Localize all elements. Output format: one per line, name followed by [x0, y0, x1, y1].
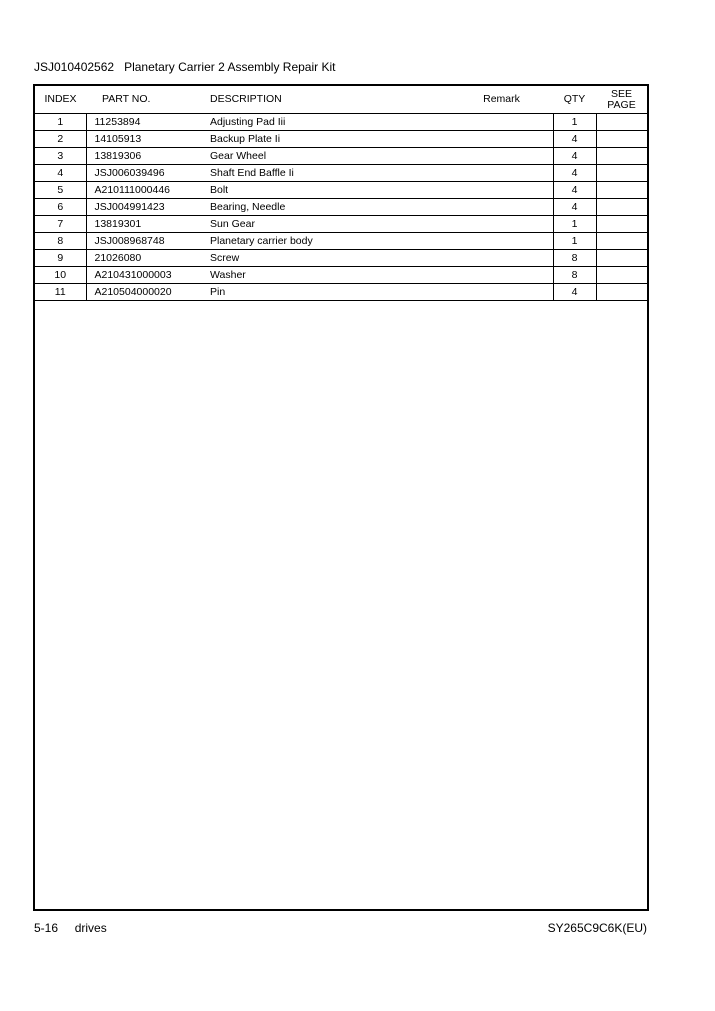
cell-part-no: JSJ006039496	[86, 165, 204, 182]
cell-qty: 1	[553, 233, 596, 250]
cell-index: 4	[35, 165, 86, 182]
cell-remark	[450, 148, 553, 165]
cell-part-no: A210504000020	[86, 284, 204, 301]
cell-description: Bearing, Needle	[204, 199, 450, 216]
cell-index: 11	[35, 284, 86, 301]
cell-qty: 4	[553, 131, 596, 148]
cell-index: 6	[35, 199, 86, 216]
cell-part-no: 14105913	[86, 131, 204, 148]
cell-part-no: 21026080	[86, 250, 204, 267]
cell-part-no: A210111000446	[86, 182, 204, 199]
cell-see-page	[596, 114, 647, 131]
cell-see-page	[596, 233, 647, 250]
cell-remark	[450, 250, 553, 267]
cell-remark	[450, 165, 553, 182]
cell-index: 2	[35, 131, 86, 148]
cell-remark	[450, 284, 553, 301]
cell-see-page	[596, 199, 647, 216]
cell-remark	[450, 131, 553, 148]
footer-page-section: 5-16 drives	[34, 921, 107, 935]
table-row	[35, 284, 647, 301]
cell-see-page	[596, 182, 647, 199]
cell-description: Shaft End Baffle Ii	[204, 165, 450, 182]
cell-see-page	[596, 216, 647, 233]
cell-see-page	[596, 148, 647, 165]
see-page-line-2: PAGE	[607, 98, 636, 111]
table-row	[35, 165, 647, 182]
cell-part-no: A210431000003	[86, 267, 204, 284]
cell-qty: 8	[553, 267, 596, 284]
cell-remark	[450, 182, 553, 199]
column-header-index: INDEX	[35, 86, 86, 114]
cell-see-page	[596, 131, 647, 148]
cell-description: Gear Wheel	[204, 148, 450, 165]
column-header-part-no: PART NO.	[86, 86, 204, 114]
column-header-description: DESCRIPTION	[204, 86, 450, 114]
table-header-row	[35, 86, 647, 114]
table-row	[35, 131, 647, 148]
cell-part-no: JSJ004991423	[86, 199, 204, 216]
table-row	[35, 250, 647, 267]
table-row	[35, 114, 647, 131]
cell-see-page	[596, 284, 647, 301]
cell-remark	[450, 199, 553, 216]
see-page-line-1: SEE	[610, 87, 632, 100]
cell-part-no: 11253894	[86, 114, 204, 131]
page-title: JSJ010402562 Planetary Carrier 2 Assembly Repair Kit	[34, 60, 336, 74]
cell-qty: 4	[553, 199, 596, 216]
cell-description: Pin	[204, 284, 450, 301]
cell-index: 7	[35, 216, 86, 233]
cell-qty: 4	[553, 182, 596, 199]
cell-index: 9	[35, 250, 86, 267]
cell-description: Adjusting Pad Iii	[204, 114, 450, 131]
cell-description: Washer	[204, 267, 450, 284]
footer-model-code: SY265C9C6K(EU)	[547, 921, 647, 935]
cell-qty: 1	[553, 114, 596, 131]
cell-see-page	[596, 165, 647, 182]
cell-see-page	[596, 267, 647, 284]
cell-index: 3	[35, 148, 86, 165]
column-header-qty: QTY	[553, 86, 596, 114]
cell-description: Backup Plate Ii	[204, 131, 450, 148]
cell-remark	[450, 216, 553, 233]
column-header-remark: Remark	[450, 86, 553, 114]
cell-part-no: JSJ008968748	[86, 233, 204, 250]
table-row	[35, 233, 647, 250]
cell-remark	[450, 267, 553, 284]
parts-table-frame	[33, 84, 649, 911]
table-row	[35, 216, 647, 233]
cell-qty: 1	[553, 216, 596, 233]
cell-description: Bolt	[204, 182, 450, 199]
cell-index: 8	[35, 233, 86, 250]
parts-table	[35, 86, 647, 301]
cell-index: 10	[35, 267, 86, 284]
cell-part-no: 13819301	[86, 216, 204, 233]
cell-index: 5	[35, 182, 86, 199]
cell-qty: 4	[553, 284, 596, 301]
cell-qty: 4	[553, 165, 596, 182]
cell-qty: 4	[553, 148, 596, 165]
cell-remark	[450, 114, 553, 131]
table-row	[35, 199, 647, 216]
cell-description: Planetary carrier body	[204, 233, 450, 250]
cell-part-no: 13819306	[86, 148, 204, 165]
table-row	[35, 148, 647, 165]
table-row	[35, 267, 647, 284]
cell-description: Sun Gear	[204, 216, 450, 233]
column-header-see-page	[596, 86, 647, 114]
table-row	[35, 182, 647, 199]
table-body	[35, 114, 647, 301]
cell-qty: 8	[553, 250, 596, 267]
cell-index: 1	[35, 114, 86, 131]
cell-remark	[450, 233, 553, 250]
cell-description: Screw	[204, 250, 450, 267]
cell-see-page	[596, 250, 647, 267]
